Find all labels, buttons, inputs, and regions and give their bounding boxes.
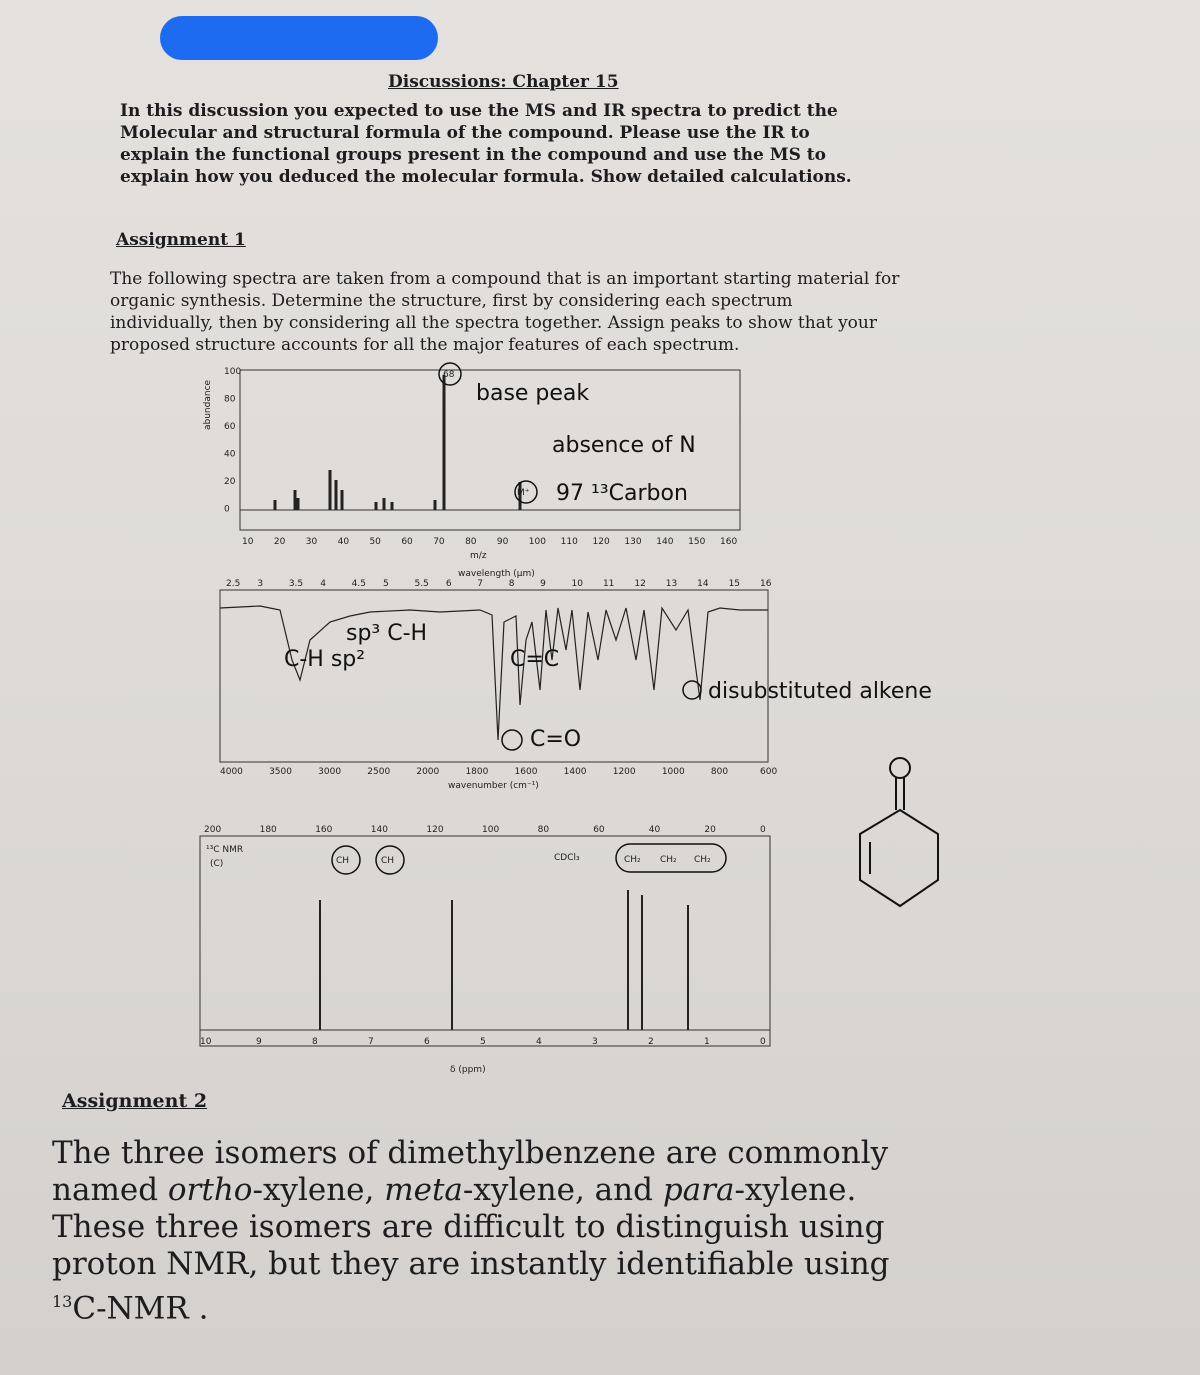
ms-x-tick: 90 bbox=[496, 537, 509, 547]
nmr-sublabel: (C) bbox=[210, 859, 224, 869]
nmr-peaks bbox=[320, 890, 688, 1030]
ir-bottom-tick: 4000 bbox=[220, 767, 243, 777]
ms-x-tick: 60 bbox=[401, 537, 413, 547]
ir-bottom-tick: 1000 bbox=[661, 767, 685, 777]
ms-x-tick: 130 bbox=[624, 537, 642, 547]
nmr-bottom-tick: 8 bbox=[312, 1037, 318, 1047]
redaction-mark bbox=[160, 16, 438, 60]
ms-y-tick: 40 bbox=[224, 449, 236, 460]
assignment-2-text: The three isomers of dimethylbenzene are commonly named ortho-xylene, meta-xylene, and para-xylene. These three isomers are difficult to distinguish using proton NMR, but they are instantly identifiable using $^{13}$C-NMR . bbox=[52, 1135, 890, 1327]
nmr-top-tick: 40 bbox=[648, 825, 661, 835]
annotation-absence-n: absence of N bbox=[552, 433, 696, 458]
nmr-top-tick: 0 bbox=[760, 825, 766, 835]
ir-top-tick: 3.5 bbox=[288, 579, 304, 589]
ir-top-tick: 5.5 bbox=[414, 579, 429, 589]
ms-y-tick: 20 bbox=[224, 477, 236, 487]
ir-bottom-tick: 1800 bbox=[465, 767, 489, 777]
ir-top-tick: 13 bbox=[665, 579, 678, 589]
ir-top-tick: 7 bbox=[477, 579, 484, 589]
ir-bottom-tick: 600 bbox=[760, 767, 778, 777]
ir-top-tick: 6 bbox=[445, 579, 452, 589]
nmr-xlabel: δ (ppm) bbox=[450, 1065, 486, 1075]
ir-top-tick: 2.5 bbox=[226, 579, 241, 589]
ir-spectrum bbox=[220, 569, 932, 791]
ir-bottom-tick: 3000 bbox=[318, 767, 342, 777]
nmr-group-tag-1: CH₂ bbox=[624, 855, 641, 865]
ir-bottom-tick: 2000 bbox=[416, 767, 440, 777]
ms-base-peak-tag: 68 bbox=[443, 370, 455, 380]
ir-bottom-tick: 1200 bbox=[612, 767, 636, 777]
nmr-label: ¹³C NMR bbox=[206, 845, 244, 855]
ir-top-tick: 4 bbox=[320, 579, 326, 589]
ms-x-tick: 10 bbox=[242, 537, 254, 547]
nmr-peak-tag-1: CH bbox=[336, 856, 350, 866]
spectra-figure bbox=[180, 360, 932, 1085]
annotation-carbon13: 97 ¹³Carbon bbox=[556, 481, 688, 506]
annotation-sp2: C-H sp² bbox=[284, 647, 366, 672]
assignment-1-heading: Assignment 1 bbox=[116, 230, 246, 250]
ms-x-tick: 70 bbox=[433, 537, 445, 547]
ir-bottom-tick: 1400 bbox=[563, 767, 587, 777]
ms-x-tick: 110 bbox=[560, 537, 578, 547]
nmr-top-tick: 160 bbox=[315, 825, 333, 835]
nmr-solvent: CDCl₃ bbox=[554, 853, 580, 863]
ir-top-tick: 16 bbox=[760, 579, 772, 589]
ir-bottom-tick: 1600 bbox=[514, 767, 538, 777]
nmr-bottom-tick: 6 bbox=[424, 1037, 430, 1047]
annotation-cc: C=C bbox=[510, 647, 560, 672]
ir-top-tick: 10 bbox=[571, 579, 583, 589]
nmr-top-tick: 100 bbox=[482, 825, 500, 835]
nmr-group-tag-3: CH₂ bbox=[694, 855, 711, 865]
ms-y-tick: 0 bbox=[224, 504, 230, 515]
ir-top-tick: 8 bbox=[508, 579, 515, 589]
nmr-bottom-tick: 1 bbox=[704, 1037, 710, 1047]
nmr-bottom-tick: 7 bbox=[368, 1037, 374, 1047]
ms-x-tick: 80 bbox=[465, 537, 477, 547]
ms-molecular-ion-tag: M⁺ bbox=[517, 488, 530, 498]
ms-x-tick: 100 bbox=[528, 537, 546, 547]
intro-paragraph: In this discussion you expected to use the MS and IR spectra to predict the Molecular and structural formula of the compound. Please use the IR to explain the functional groups present in the compound and use the MS to explain how you deduced the molecular formula. Show detailed calculations. bbox=[120, 101, 852, 187]
ir-top-label: wavelength (μm) bbox=[458, 569, 535, 579]
nmr-bottom-tick: 9 bbox=[256, 1037, 262, 1047]
ir-bottom-tick: 2500 bbox=[367, 767, 391, 777]
nmr-bottom-tick: 2 bbox=[648, 1037, 654, 1047]
ms-x-tick: 40 bbox=[337, 537, 350, 547]
nmr-spectrum bbox=[200, 825, 770, 1075]
annotation-sp3: sp³ C-H bbox=[346, 621, 428, 646]
ir-top-tick: 11 bbox=[602, 579, 615, 589]
nmr-bottom-tick: 3 bbox=[592, 1037, 598, 1047]
nmr-top-tick: 140 bbox=[370, 825, 388, 835]
nmr-bottom-tick: 10 bbox=[200, 1037, 212, 1047]
ms-x-tick: 20 bbox=[273, 537, 286, 547]
annotation-alkene: disubstituted alkene bbox=[708, 679, 932, 704]
cyclohexanone-drawing bbox=[840, 750, 950, 930]
assignment-2-heading: Assignment 2 bbox=[62, 1090, 208, 1112]
nmr-bottom-tick: 5 bbox=[480, 1037, 486, 1047]
ms-spectrum bbox=[203, 363, 740, 561]
nmr-top-tick: 120 bbox=[426, 825, 444, 835]
ms-y-tick: 60 bbox=[224, 422, 236, 432]
annotation-co: C=O bbox=[530, 727, 582, 752]
nmr-peak-tag-2: CH bbox=[381, 856, 395, 866]
nmr-top-tick: 60 bbox=[593, 825, 605, 835]
ms-xlabel: m/z bbox=[470, 551, 487, 561]
nmr-top-tick: 180 bbox=[259, 825, 277, 835]
ms-x-tick: 120 bbox=[592, 537, 610, 547]
ms-x-tick: 150 bbox=[688, 537, 706, 547]
ir-top-tick: 3 bbox=[257, 579, 264, 589]
ms-x-tick: 140 bbox=[656, 537, 674, 547]
nmr-top-tick: 20 bbox=[704, 825, 716, 835]
ir-bottom-tick: 3500 bbox=[269, 767, 292, 777]
ir-top-tick: 9 bbox=[540, 579, 546, 589]
ms-ylabel: abundance bbox=[203, 379, 213, 430]
nmr-top-tick: 200 bbox=[204, 825, 222, 835]
assignment-1-text: The following spectra are taken from a compound that is an important starting material for organic synthesis. Determine the structure, first by considering each spectrum individually, then by considering all the spectra together. Assign peaks to show that your proposed structure accounts for all the major features of each spectrum. bbox=[110, 269, 900, 355]
ms-y-tick: 80 bbox=[224, 394, 236, 405]
ms-x-tick: 50 bbox=[369, 537, 381, 547]
nmr-bottom-tick: 4 bbox=[536, 1037, 542, 1047]
ir-top-tick: 15 bbox=[728, 579, 741, 589]
ir-top-tick: 12 bbox=[634, 579, 646, 589]
ir-top-tick: 4.5 bbox=[351, 579, 366, 589]
ir-top-tick: 5 bbox=[383, 579, 389, 589]
ir-bottom-label: wavenumber (cm⁻¹) bbox=[448, 781, 539, 791]
annotation-base-peak: base peak bbox=[476, 381, 590, 406]
nmr-group-tag-2: CH₂ bbox=[660, 855, 677, 865]
ms-x-tick: 30 bbox=[305, 537, 318, 547]
ms-y-tick: 100 bbox=[224, 367, 242, 377]
nmr-bottom-tick: 0 bbox=[760, 1037, 766, 1047]
ir-bottom-tick: 800 bbox=[710, 767, 729, 777]
ir-trace bbox=[220, 606, 768, 740]
nmr-top-tick: 80 bbox=[537, 825, 550, 835]
ir-top-tick: 14 bbox=[697, 579, 709, 589]
ms-x-tick: 160 bbox=[720, 537, 738, 547]
page-title: Discussions: Chapter 15 bbox=[388, 72, 619, 92]
